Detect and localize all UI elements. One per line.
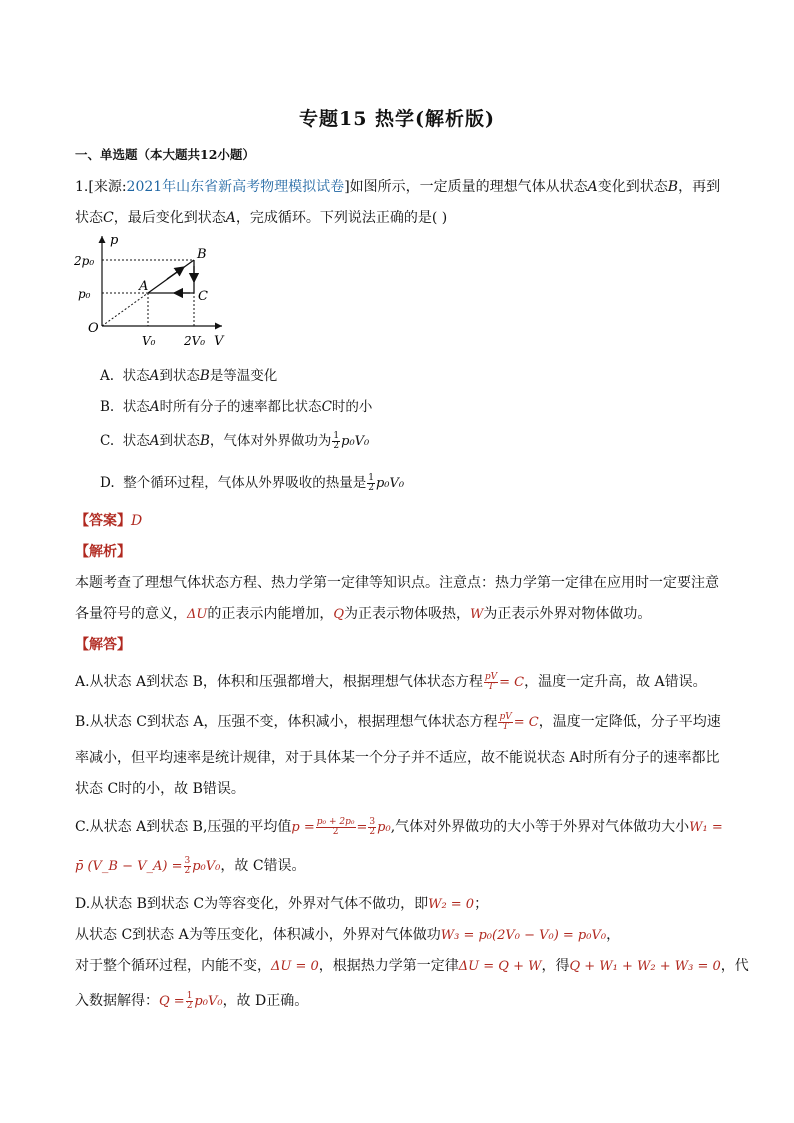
point-c: C: [198, 289, 208, 304]
question-line-2: 状态C，最后变化到状态A，完成循环。下列说法正确的是( ): [75, 210, 448, 226]
option-b[interactable]: B. 状态A时所有分子的速率都比状态C时的小: [100, 399, 373, 415]
solution-c-2: p̄ (V_B − V_A) = $\frac{3}{2}$ p₀V₀，故 C错误。: [75, 855, 306, 876]
question-line-1: 1.[来源:2021年山东省新高考物理模拟试卷]如图所示，一定质量的理想气体从状态A变化到状态B，再到: [75, 179, 721, 195]
analysis-line-1: 本题考查了理想气体状态方程、热力学第一定律等知识点。注意点：热力学第一定律在应用时一定要注意: [75, 575, 719, 591]
option-a[interactable]: A. 状态A到状态B是等温变化: [100, 368, 278, 384]
point-b: B: [197, 247, 207, 262]
option-d[interactable]: D. 整个循环过程，气体从外界吸收的热量是 $\frac{1}{2}$ p₀V₀: [100, 473, 405, 493]
solution-b-2: 率减小，但平均速率是统计规律，对于具体某一个分子并不适应，故不能说状态 A时所有分子的速率都比: [75, 750, 720, 766]
solution-b-3: 状态 C时的小，故 B错误。: [75, 781, 245, 797]
label-origin: O: [88, 321, 99, 336]
solution-d-1: D.从状态 B到状态 C为等容变化，外界对气体不做功，即W₂ = 0；: [75, 896, 489, 912]
point-a: A: [139, 279, 149, 294]
analysis-label: 【解析】: [75, 544, 131, 560]
solution-b-1: B.从状态 C到状态 A，压强不变，体积减小，根据理想气体状态方程 $\frac{pV}{T}$ = C，温度一定降低，分子平均速: [75, 711, 721, 732]
answer-value: D: [131, 513, 143, 529]
option-c[interactable]: C. 状态A到状态B，气体对外界做功为 $\frac{1}{2}$ p₀V₀: [100, 431, 370, 451]
arrow-ab: [167, 267, 184, 279]
page-title: 专题15 热学(解析版): [298, 108, 496, 130]
solution-c-1: C.从状态 A到状态 B,压强的平均值p = $\frac{\text{p₀ + 2p₀}}{2}$ = $\frac{3}{2}$ p₀,气体对外界做功的大小等于外界对气体做功大小W₁ =: [75, 816, 723, 837]
section-heading: 一、单选题（本大题共12小题）: [75, 147, 255, 162]
tick-2v0: 2V₀: [184, 334, 206, 348]
analysis-line-2: 各量符号的意义，ΔU的正表示内能增加，Q为正表示物体吸热，W为正表示外界对物体做功。: [75, 606, 652, 622]
label-v: V: [214, 334, 224, 349]
solution-d-4: 入数据解得：Q = $\frac{1}{2}$ p₀V₀，故 D正确。: [75, 990, 309, 1011]
solution-label: 【解答】: [75, 637, 131, 653]
pv-diagram: [72, 228, 252, 358]
tick-v0: V₀: [142, 334, 156, 348]
question-source: 2021年山东省新高考物理模拟试卷: [126, 179, 345, 195]
solution-a: A.从状态 A到状态 B，体积和压强都增大，根据理想气体状态方程 $\frac{pV}{T}$ = C，温度一定升高，故 A错误。: [75, 671, 707, 692]
tick-p0: p₀: [78, 287, 91, 301]
label-p: p: [110, 233, 119, 248]
solution-d-3: 对于整个循环过程，内能不变，ΔU = 0，根据热力学第一定律ΔU = Q + W，得Q + W₁ + W₂ + W₃ = 0，代: [75, 958, 749, 974]
answer-line: 【答案】D: [75, 513, 143, 529]
dashed-origin-a: [102, 293, 148, 326]
solution-d-2: 从状态 C到状态 A为等压变化，体积减小，外界对气体做功W₃ = p₀(2V₀ − V₀) = p₀V₀，: [75, 927, 621, 943]
tick-2p0: 2p₀: [74, 254, 95, 268]
